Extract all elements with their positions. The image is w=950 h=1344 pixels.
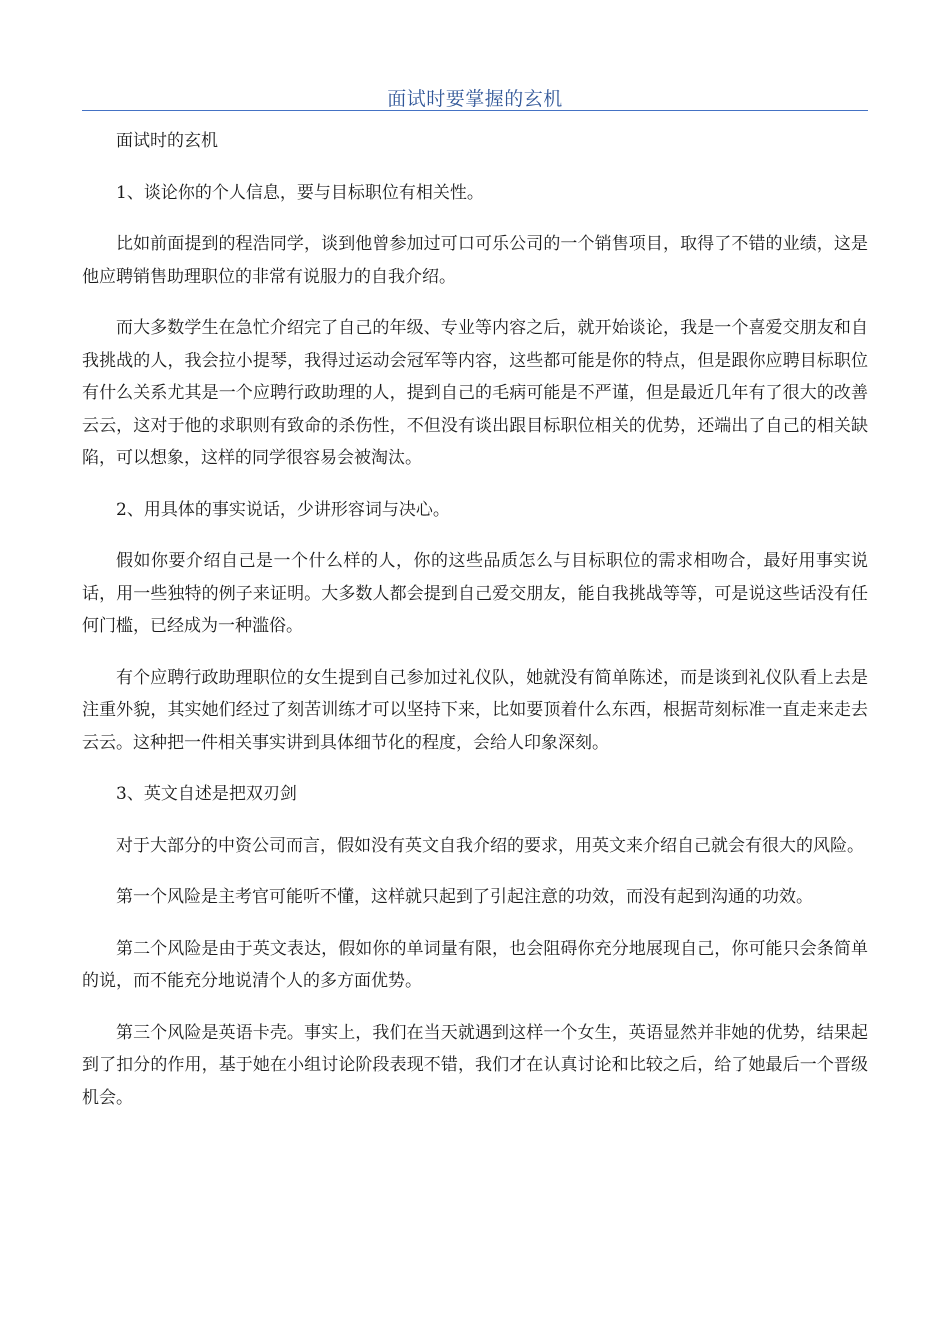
point-heading-1: 1、谈论你的个人信息，要与目标职位有相关性。 <box>116 182 484 203</box>
point-heading-3: 3、英文自述是把双刃剑 <box>116 784 297 804</box>
page-header <box>82 80 868 111</box>
paragraph: 有个应聘行政助理职位的女生提到自己参加过礼仪队，她就没有简单陈述，而是谈到礼仪队看上去是注重外貌，其实她们经过了刻苦训练才可以坚持下来，比如要顶着什么东西，根据苛刻标准一直走来走去云云。这种把一件相关事实讲到具体细节化的程度，会给人印象深刻。 <box>82 667 868 753</box>
document-body <box>82 125 868 1133</box>
point-heading-2: 2、用具体的事实说话，少讲形容词与决心。 <box>116 499 450 520</box>
section-heading: 面试时的玄机 <box>116 131 218 151</box>
paragraph: 假如你要介绍自己是一个什么样的人，你的这些品质怎么与目标职位的需求相吻合，最好用事实说话，用一些独特的例子来证明。大多数人都会提到自己爱交朋友，能自我挑战等等，可是说这些话没有任何门槛，已经成为一种滥俗。 <box>82 551 868 636</box>
paragraph: 第二个风险是由于英文表达，假如你的单词量有限，也会阻碍你充分地展现自己，你可能只会条简单的说，而不能充分地说清个人的多方面优势。 <box>82 938 868 991</box>
paragraph: 比如前面提到的程浩同学，谈到他曾参加过可口可乐公司的一个销售项目，取得了不错的业绩，这是他应聘销售助理职位的非常有说服力的自我介绍。 <box>82 234 868 287</box>
paragraph: 对于大部分的中资公司而言，假如没有英文自我介绍的要求，用英文来介绍自己就会有很大的风险。 <box>116 835 864 856</box>
header-title: 面试时要掌握的玄机 <box>387 88 563 110</box>
paragraph: 而大多数学生在急忙介绍完了自己的年级、专业等内容之后，就开始谈论，我是一个喜爱交朋友和自我挑战的人，我会拉小提琴，我得过运动会冠军等内容，这些都可能是你的特点，但是跟你应聘目标职位有什么关系尤其是一个应聘行政助理的人，提到自己的毛病可能是不严谨，但是最近几年有了很大的改善云云，这对于他的求职则有致命的杀伤性，不但没有谈出跟目标职位相关的优势，还端出了自己的相关缺陷，可以想象，这样的同学很容易会被淘汰。 <box>82 318 868 468</box>
paragraph: 第一个风险是主考官可能听不懂，这样就只起到了引起注意的功效，而没有起到沟通的功效。 <box>116 887 813 907</box>
paragraph: 第三个风险是英语卡壳。事实上，我们在当天就遇到这样一个女生，英语显然并非她的优势，结果起到了扣分的作用，基于她在小组讨论阶段表现不错，我们才在认真讨论和比较之后，给了她最后一个晋级机会。 <box>82 1022 868 1108</box>
